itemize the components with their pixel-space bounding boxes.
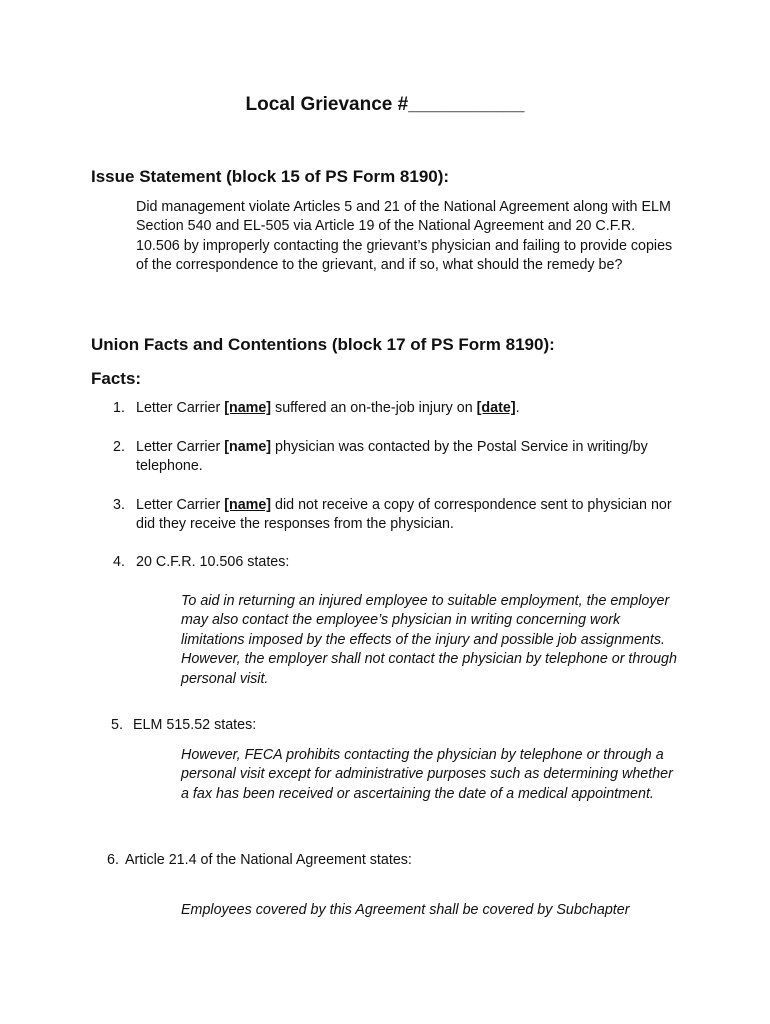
fact-number: 6. (107, 852, 119, 868)
date-placeholder: [date] (476, 400, 516, 416)
name-placeholder: [name] (224, 439, 272, 455)
name-placeholder: [name] (224, 400, 272, 416)
fact-text: Letter Carrier [name] did not receive a copy of correspondence sent to physician nor did they receive the responses from the physician. (136, 497, 672, 533)
elm-quote: However, FECA prohibits contacting the physician by telephone or through a personal visit except for administrative purposes such as determining whether a fax has been received or ascertaining the date of a medical appointment. (181, 747, 673, 802)
issue-text: Did management violate Articles 5 and 21 of the National Agreement along with ELM Section 540 and EL-505 via Article 19 of the National Agreement and 20 C.F.R. 10.506 by improperly contacting the grievant’s physician and failing to provide copies of the correspondence to the grievant, and if so, what should the remedy be? (136, 199, 673, 274)
fact-text: ELM 515.52 states: (133, 717, 257, 733)
fact-number: 3. (113, 497, 125, 513)
fact-item-6 (0, 851, 770, 871)
fact-text: Article 21.4 of the National Agreement states: (125, 852, 412, 868)
fact-number: 2. (113, 439, 125, 455)
fact-number: 5. (111, 717, 123, 733)
fact-text: 20 C.F.R. 10.506 states: (136, 554, 290, 570)
facts-heading: Facts: (91, 369, 142, 388)
fact-item-1 (0, 399, 770, 419)
fact-number: 4. (113, 554, 125, 570)
fact-text: Letter Carrier [name] suffered an on-the-job injury on [date]. (136, 400, 520, 416)
fact-text: Letter Carrier [name] physician was contacted by the Postal Service in writing/by telephone. (136, 439, 648, 475)
issue-heading: Issue Statement (block 15 of PS Form 8190): (91, 167, 450, 186)
name-placeholder: [name] (224, 497, 272, 513)
union-heading: Union Facts and Contentions (block 17 of PS Form 8190): (91, 335, 555, 354)
cfr-quote: To aid in returning an injured employee to suitable employment, the employer may also contact the employee’s physician in writing concerning work limitations imposed by the effects of the injury and possible job assignments. However, the employer shall not contact the physician by telephone or through personal visit. (181, 593, 677, 687)
fact-item-5 (0, 716, 770, 736)
page-title: Local Grievance #___________ (245, 94, 525, 115)
fact-item-4 (0, 553, 770, 573)
article-quote: Employees covered by this Agreement shall be covered by Subchapter (181, 902, 630, 918)
fact-number: 1. (113, 400, 125, 416)
fact-item-2 (0, 438, 770, 478)
fact-item-3 (0, 496, 770, 536)
